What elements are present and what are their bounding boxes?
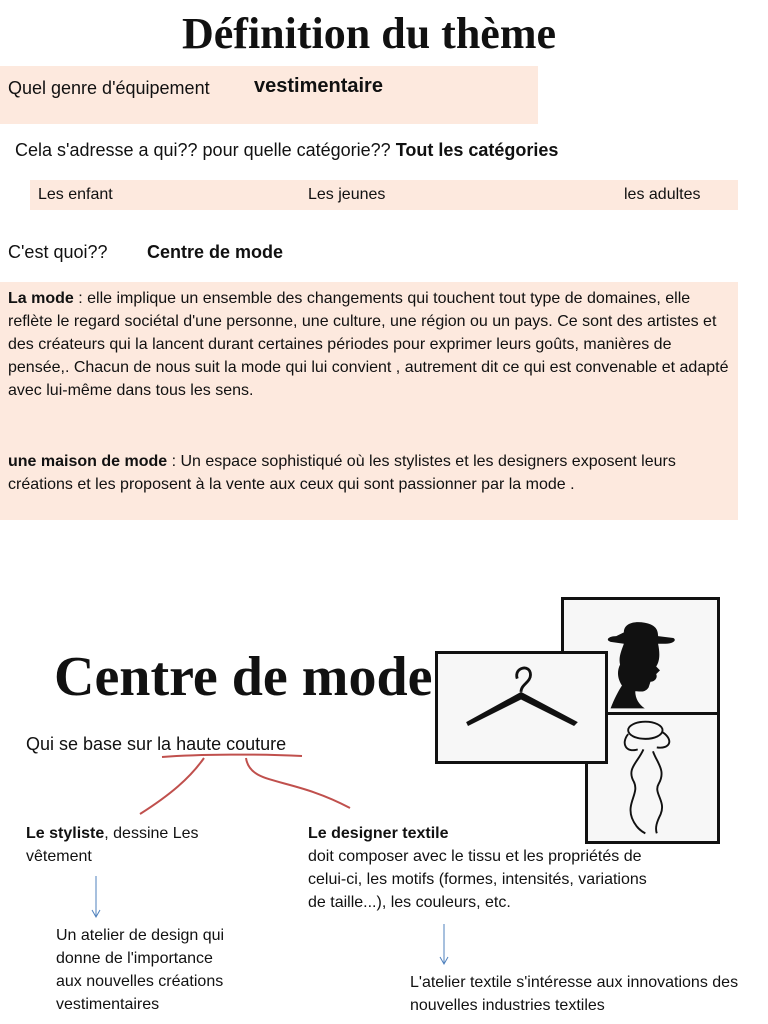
category-item: Les jeunes — [308, 186, 386, 203]
definition-mode-text: : elle implique un ensemble des changements qui touchent tout type de domaines, elle reflète le regard sociétal d'une personne, une culture, une région ou un pays. Ce sont des artistes et des créateurs qui la lancent durant certaines périodes pour exprimer leurs goûts, manières de pensée,. Chacun de nous suit la mode qui lui convient , autrement dit ce qui est convenable et adapté avec lui-même dans tous les sens. — [8, 290, 729, 399]
section-title: Centre de mode — [54, 646, 433, 708]
quoi-question: C'est quoi?? — [8, 242, 108, 262]
branch-right — [246, 758, 350, 808]
quoi-answer: Centre de mode — [147, 242, 284, 262]
category-item: Les enfant — [38, 186, 113, 203]
hanger-icon — [438, 654, 605, 761]
haute-couture-text: la haute couture — [157, 734, 287, 754]
hanger-picture — [435, 651, 608, 764]
arrow-down-icon — [92, 876, 100, 917]
category-item: les adultes — [624, 186, 701, 203]
arrow-down-icon — [440, 924, 448, 964]
equipement-question: Quel genre d'équipement — [8, 78, 210, 98]
stylist-note — [26, 822, 226, 868]
designer-text: doit composer avec le tissu et les propriétés de celui-ci, les motifs (formes, intensités, variations de taille...), les couleurs, etc. — [308, 848, 647, 911]
definition-maison-text: : Un espace sophistiqué où les stylistes et les designers exposent leurs créations et les proposent à la vente aux ceux qui sont passionner par la mode . — [8, 453, 676, 493]
definition-maison-term: une maison de mode — [8, 453, 168, 470]
cible-question: Cela s'adresse a qui?? pour quelle catégorie?? — [15, 140, 391, 160]
base-prefix: Qui se base sur — [26, 734, 158, 754]
equipement-answer: vestimentaire — [254, 75, 383, 97]
stylist-text: , dessine Les vêtement — [26, 825, 199, 865]
cible-answer: Tout les catégories — [395, 140, 559, 160]
designer-term: Le designer textile — [308, 825, 449, 842]
atelier-textile-note: L'atelier textile s'intéresse aux innovations des nouvelles industries textiles — [410, 974, 739, 1014]
definition-mode-term: La mode — [8, 290, 74, 307]
branch-left — [140, 758, 204, 814]
stylist-term: Le styliste — [26, 825, 105, 842]
underline-stroke — [162, 755, 302, 757]
page-title: Définition du thème — [182, 9, 556, 58]
atelier-design-note: Un atelier de design qui donne de l'importance aux nouvelles créations vestimentaires — [56, 927, 225, 1013]
